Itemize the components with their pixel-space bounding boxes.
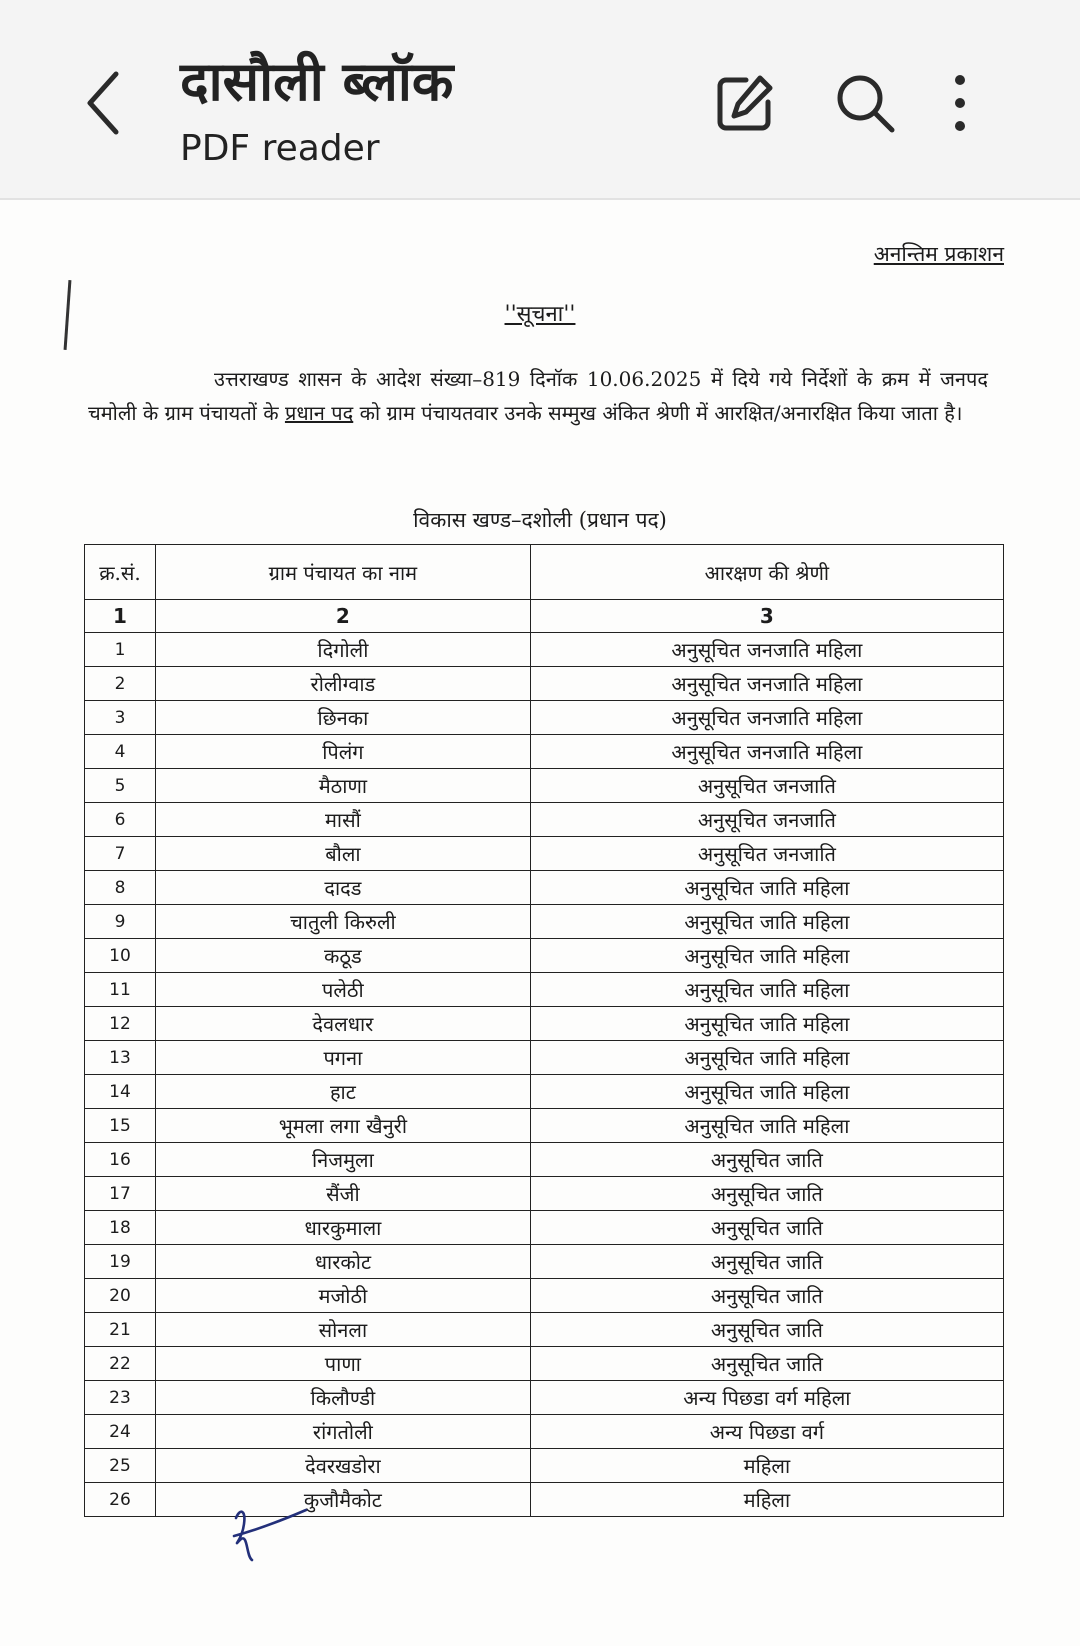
serial-number-cell: 2 bbox=[85, 667, 156, 701]
category-cell: अनुसूचित जनजाति महिला bbox=[530, 735, 1003, 769]
category-cell: अनुसूचित जनजाति bbox=[530, 803, 1003, 837]
serial-number-cell: 7 bbox=[85, 837, 156, 871]
provisional-publication-label: अनन्तिम प्रकाशन bbox=[873, 242, 1004, 266]
table-row bbox=[85, 1211, 1004, 1245]
table-row bbox=[85, 1245, 1004, 1279]
serial-number-cell: 22 bbox=[85, 1347, 156, 1381]
category-cell: अनुसूचित जाति महिला bbox=[530, 1109, 1003, 1143]
table-row bbox=[85, 1075, 1004, 1109]
column-number: 3 bbox=[530, 600, 1003, 633]
serial-number-cell: 9 bbox=[85, 905, 156, 939]
category-cell: अनुसूचित जनजाति bbox=[530, 837, 1003, 871]
serial-number-cell: 13 bbox=[85, 1041, 156, 1075]
table-header-row bbox=[85, 545, 1004, 600]
notice-paragraph bbox=[88, 362, 988, 430]
category-cell: अनुसूचित जनजाति महिला bbox=[530, 633, 1003, 667]
village-name-cell: निजमुला bbox=[156, 1143, 531, 1177]
table-row bbox=[85, 1381, 1004, 1415]
serial-number-cell: 21 bbox=[85, 1313, 156, 1347]
village-name-cell: पलेठी bbox=[156, 973, 531, 1007]
serial-number-cell: 16 bbox=[85, 1143, 156, 1177]
table-row bbox=[85, 871, 1004, 905]
category-cell: अनुसूचित जाति bbox=[530, 1347, 1003, 1381]
serial-number-cell: 17 bbox=[85, 1177, 156, 1211]
village-name-cell: सैंजी bbox=[156, 1177, 531, 1211]
reservation-table bbox=[84, 544, 1004, 1517]
column-number: 2 bbox=[156, 600, 531, 633]
header-serial: क्र.सं. bbox=[85, 545, 156, 600]
category-cell: अन्य पिछडा वर्ग महिला bbox=[530, 1381, 1003, 1415]
category-cell: अनुसूचित जाति bbox=[530, 1211, 1003, 1245]
village-name-cell: मासौं bbox=[156, 803, 531, 837]
village-name-cell: रांगतोली bbox=[156, 1415, 531, 1449]
header-village-name: ग्राम पंचायत का नाम bbox=[156, 545, 531, 600]
notice-title: ''सूचना'' bbox=[504, 302, 576, 327]
table-row bbox=[85, 1449, 1004, 1483]
serial-number-cell: 20 bbox=[85, 1279, 156, 1313]
table-row bbox=[85, 1313, 1004, 1347]
table-row bbox=[85, 1041, 1004, 1075]
serial-number-cell: 4 bbox=[85, 735, 156, 769]
village-name-cell: सोनला bbox=[156, 1313, 531, 1347]
category-cell: अनुसूचित जनजाति महिला bbox=[530, 701, 1003, 735]
table-row bbox=[85, 939, 1004, 973]
column-number: 1 bbox=[85, 600, 156, 633]
table-row bbox=[85, 905, 1004, 939]
serial-number-cell: 15 bbox=[85, 1109, 156, 1143]
category-cell: अनुसूचित जनजाति महिला bbox=[530, 667, 1003, 701]
table-row bbox=[85, 1177, 1004, 1211]
table-row bbox=[85, 701, 1004, 735]
village-name-cell: धारकोट bbox=[156, 1245, 531, 1279]
table-row bbox=[85, 1415, 1004, 1449]
serial-number-cell: 8 bbox=[85, 871, 156, 905]
pdf-page[interactable] bbox=[0, 200, 1080, 1646]
category-cell: महिला bbox=[530, 1449, 1003, 1483]
category-cell: अनुसूचित जाति महिला bbox=[530, 871, 1003, 905]
village-name-cell: देवरखडोरा bbox=[156, 1449, 531, 1483]
serial-number-cell: 11 bbox=[85, 973, 156, 1007]
serial-number-cell: 10 bbox=[85, 939, 156, 973]
document-title: दासौली ब्लॉक bbox=[180, 50, 454, 113]
category-cell: अनुसूचित जाति bbox=[530, 1177, 1003, 1211]
table-row bbox=[85, 1109, 1004, 1143]
village-name-cell: धारकुमाला bbox=[156, 1211, 531, 1245]
serial-number-cell: 26 bbox=[85, 1483, 156, 1517]
table-row bbox=[85, 803, 1004, 837]
category-cell: अनुसूचित जाति महिला bbox=[530, 973, 1003, 1007]
signature bbox=[226, 1500, 316, 1570]
serial-number-cell: 25 bbox=[85, 1449, 156, 1483]
table-row bbox=[85, 735, 1004, 769]
paragraph-text-start: उत्तराखण्ड शासन के आदेश संख्या–819 दिनॉक 10.06.2025 में दिये गये निर्देशों के क्रम में जनपद चमोली के ग्राम पंचायतों के bbox=[88, 367, 988, 425]
paragraph-underlined-text: प्रधान पद bbox=[284, 401, 354, 425]
village-name-cell: चातुली किरुली bbox=[156, 905, 531, 939]
table-row bbox=[85, 1007, 1004, 1041]
village-name-cell: किलौण्डी bbox=[156, 1381, 531, 1415]
category-cell: अनुसूचित जाति bbox=[530, 1245, 1003, 1279]
village-name-cell: हाट bbox=[156, 1075, 531, 1109]
village-name-cell: दिगोली bbox=[156, 633, 531, 667]
table-row bbox=[85, 1143, 1004, 1177]
category-cell: अनुसूचित जाति महिला bbox=[530, 1075, 1003, 1109]
more-vertical-icon[interactable] bbox=[940, 70, 980, 136]
header-category: आरक्षण की श्रेणी bbox=[530, 545, 1003, 600]
serial-number-cell: 5 bbox=[85, 769, 156, 803]
serial-number-cell: 23 bbox=[85, 1381, 156, 1415]
village-name-cell: कठूड bbox=[156, 939, 531, 973]
serial-number-cell: 24 bbox=[85, 1415, 156, 1449]
serial-number-cell: 12 bbox=[85, 1007, 156, 1041]
paragraph-text-end: को ग्राम पंचायतवार उनके सम्मुख अंकित श्रेणी में आरक्षित/अनारक्षित किया जाता है। bbox=[359, 401, 963, 425]
category-cell: अनुसूचित जाति महिला bbox=[530, 905, 1003, 939]
category-cell: अनुसूचित जाति महिला bbox=[530, 1007, 1003, 1041]
table-row bbox=[85, 837, 1004, 871]
village-name-cell: बौला bbox=[156, 837, 531, 871]
serial-number-cell: 19 bbox=[85, 1245, 156, 1279]
category-cell: अनुसूचित जाति महिला bbox=[530, 1041, 1003, 1075]
category-cell: अनुसूचित जाति महिला bbox=[530, 939, 1003, 973]
table-row bbox=[85, 633, 1004, 667]
village-name-cell: पाणा bbox=[156, 1347, 531, 1381]
village-name-cell: मजोठी bbox=[156, 1279, 531, 1313]
village-name-cell: कुजौमैकोट bbox=[156, 1483, 531, 1517]
table-row bbox=[85, 1279, 1004, 1313]
village-name-cell: मैठाणा bbox=[156, 769, 531, 803]
village-name-cell: भूमला लगा खैनुरी bbox=[156, 1109, 531, 1143]
back-chevron-icon[interactable] bbox=[80, 68, 140, 138]
app-subtitle: PDF reader bbox=[180, 128, 380, 169]
serial-number-cell: 18 bbox=[85, 1211, 156, 1245]
category-cell: अनुसूचित जनजाति bbox=[530, 769, 1003, 803]
category-cell: अनुसूचित जाति bbox=[530, 1279, 1003, 1313]
village-name-cell: पिलंग bbox=[156, 735, 531, 769]
village-name-cell: छिनका bbox=[156, 701, 531, 735]
category-cell: अन्य पिछडा वर्ग bbox=[530, 1415, 1003, 1449]
village-name-cell: दादड bbox=[156, 871, 531, 905]
table-row bbox=[85, 667, 1004, 701]
category-cell: अनुसूचित जाति bbox=[530, 1313, 1003, 1347]
village-name-cell: देवलधार bbox=[156, 1007, 531, 1041]
table-row bbox=[85, 973, 1004, 1007]
table-title: विकास खण्ड–दशोली (प्रधान पद) bbox=[413, 508, 667, 532]
table-row bbox=[85, 1347, 1004, 1381]
serial-number-cell: 14 bbox=[85, 1075, 156, 1109]
serial-number-cell: 6 bbox=[85, 803, 156, 837]
table-row bbox=[85, 769, 1004, 803]
category-cell: अनुसूचित जाति bbox=[530, 1143, 1003, 1177]
search-icon[interactable] bbox=[832, 70, 898, 136]
village-name-cell: पगना bbox=[156, 1041, 531, 1075]
serial-number-cell: 1 bbox=[85, 633, 156, 667]
serial-number-cell: 3 bbox=[85, 701, 156, 735]
table-row bbox=[85, 1483, 1004, 1517]
edit-icon[interactable] bbox=[712, 70, 778, 136]
category-cell: महिला bbox=[530, 1483, 1003, 1517]
village-name-cell: रोलीग्वाड bbox=[156, 667, 531, 701]
column-number-row bbox=[85, 600, 1004, 633]
app-bar bbox=[0, 0, 1080, 200]
